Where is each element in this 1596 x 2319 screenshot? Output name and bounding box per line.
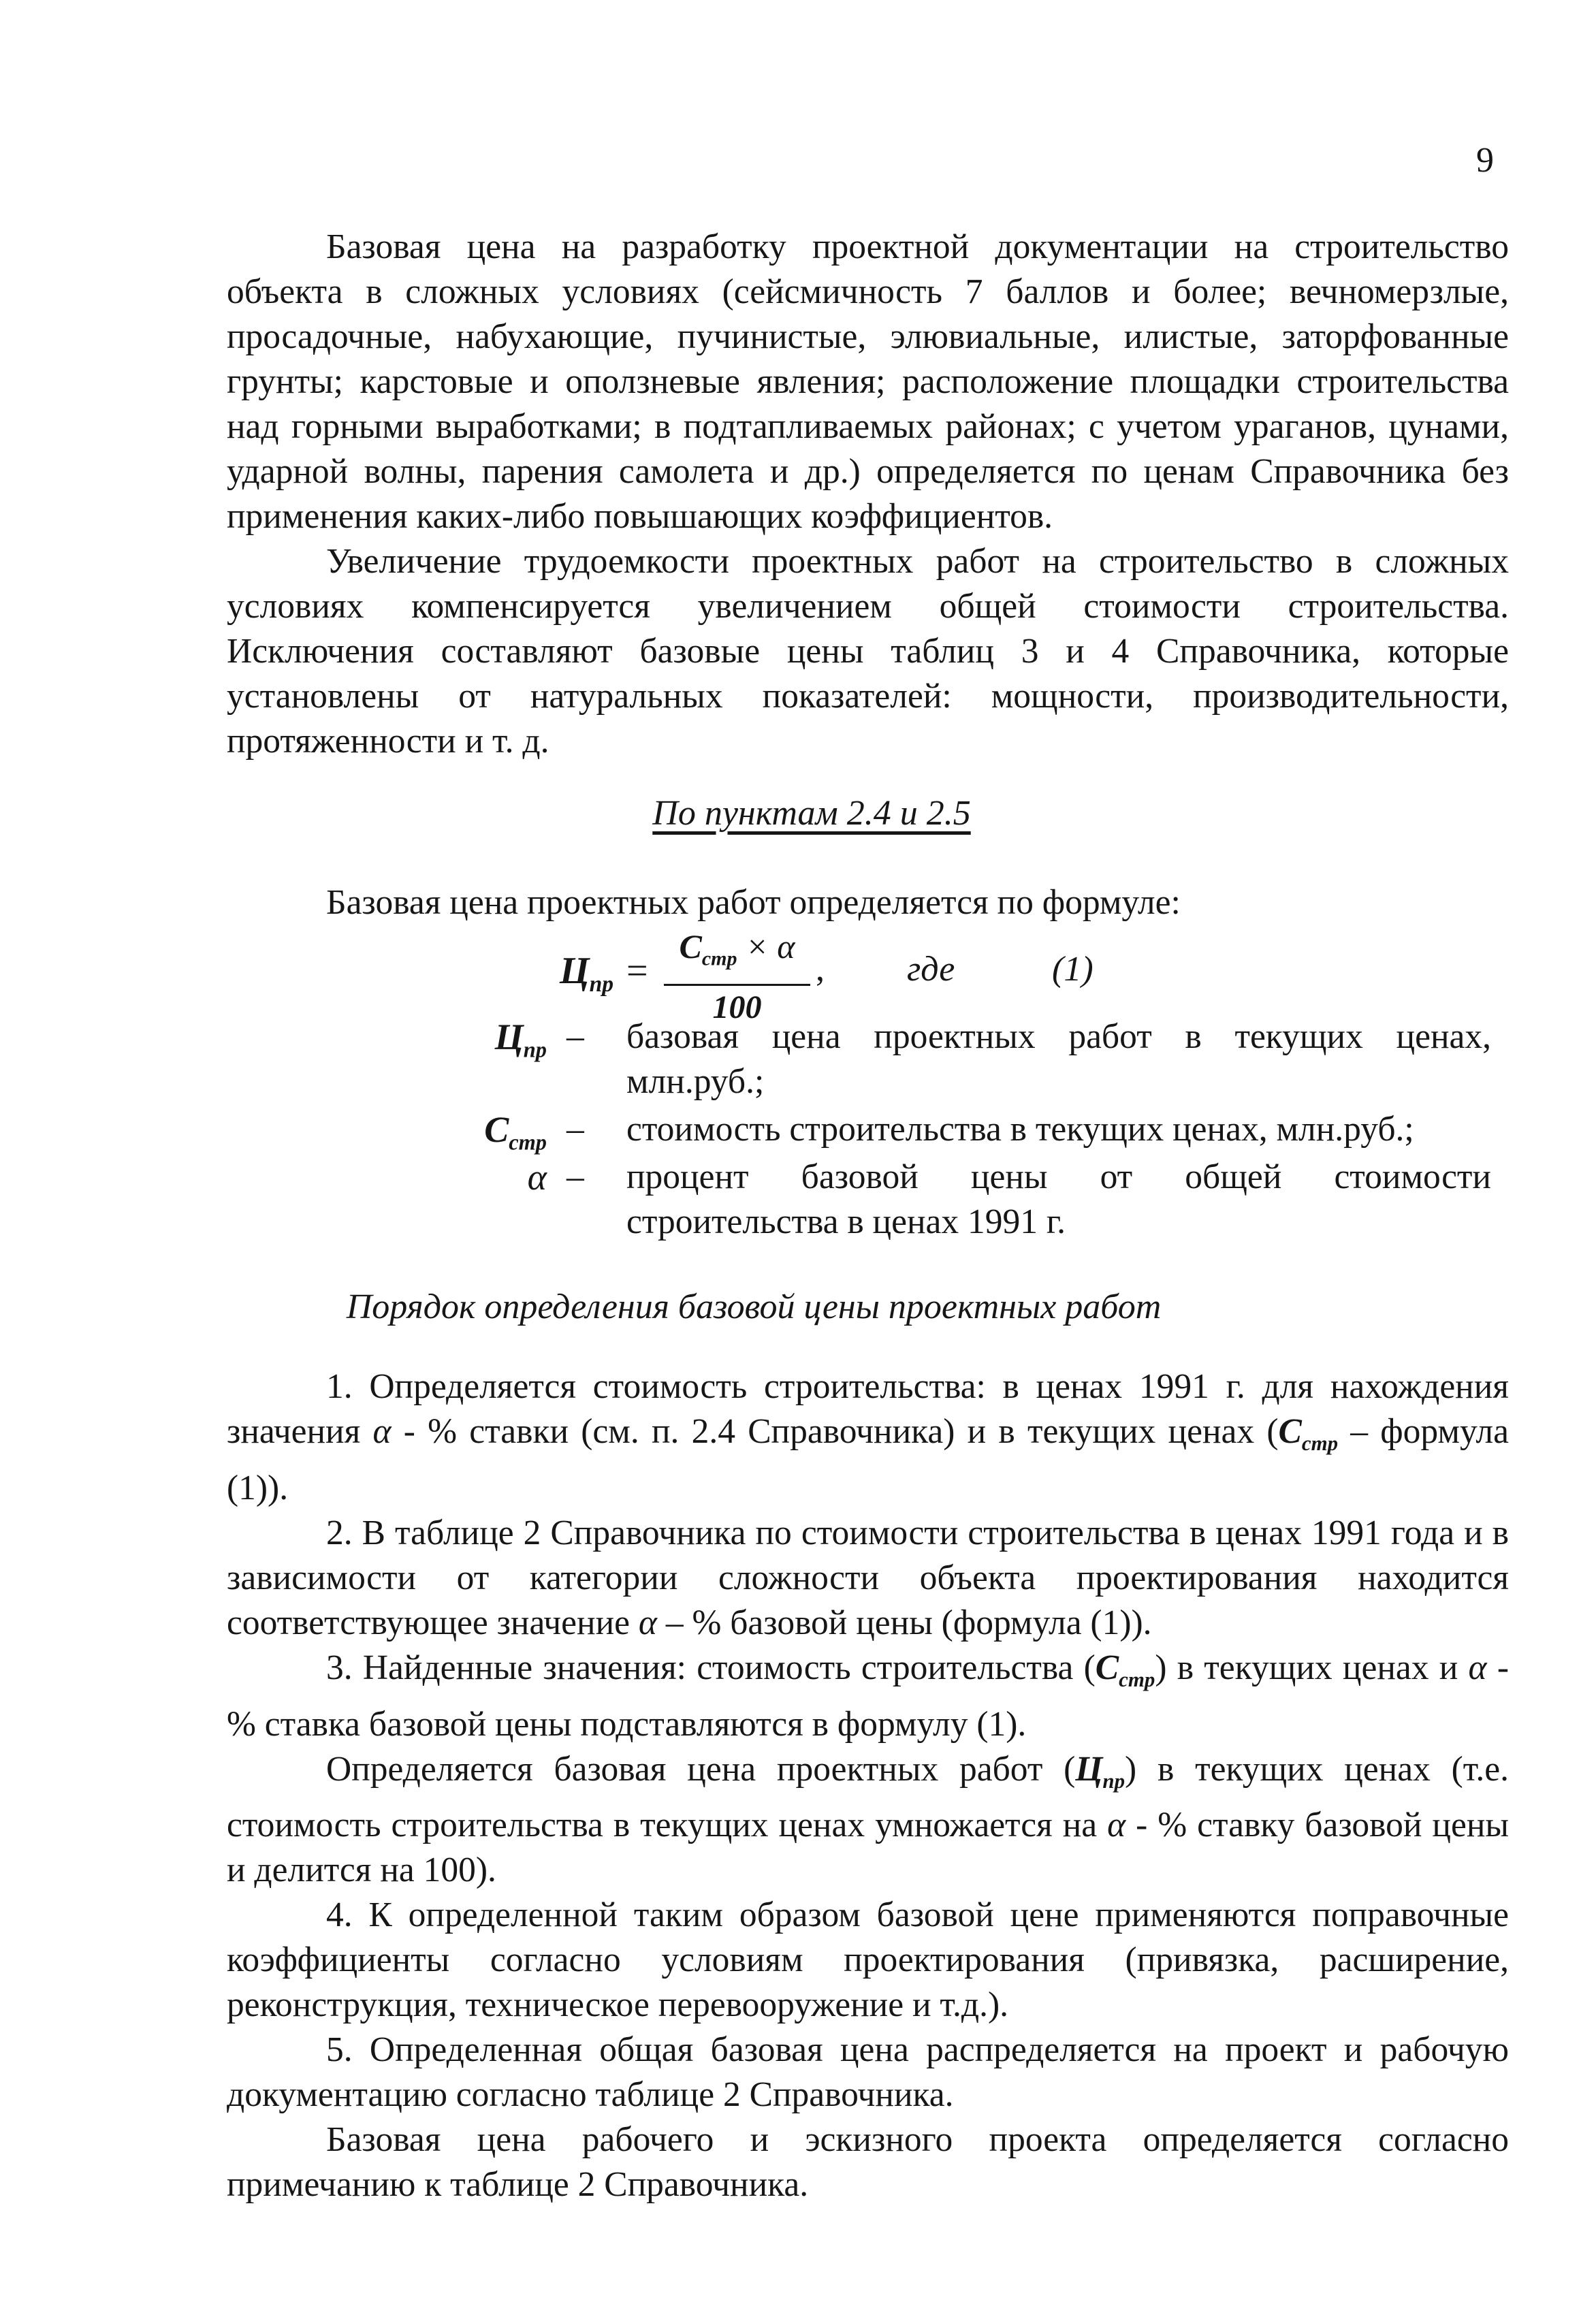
formula-where: где — [907, 950, 955, 989]
page-number: 9 — [1476, 141, 1494, 180]
intro-text — [227, 225, 1509, 764]
formula-definitions — [0, 1014, 1596, 1247]
formula-numerator: $С_{стр} \times \alpha$ — [679, 927, 795, 970]
step-1: 1. Определяется стоимость строительства: в ценах 1991 г. для нахождения значения α - % ставки (см. п. 2.4 Справочника) и в текущих ценах ($С_{стр}$ – формула (1)). — [227, 1367, 1509, 1507]
definition-row — [0, 1107, 1596, 1155]
definition-dash: – — [566, 1017, 584, 1056]
definition-text: стоимость строительства в текущих ценах, млн.руб.; — [626, 1110, 1414, 1149]
definition-symbol: $Ц_{пр}$ — [494, 1017, 547, 1063]
definition-text: процент базовой цены от общей стоимости строительства в ценах 1991 г. — [626, 1157, 1491, 1241]
formula-equals: = — [626, 950, 648, 992]
formula-comma: , — [816, 950, 825, 989]
definition-dash: – — [566, 1157, 584, 1196]
formula-number: (1) — [1052, 950, 1094, 989]
step-4: 4. К определенной таким образом базовой цене применяются поправочные коэффициенты согласно условиям проектирования (привязка, расширение, реконструкция, техническое перевооружение и т.д.). — [227, 1896, 1509, 2025]
formula-fraction — [664, 926, 810, 1027]
definition-symbol: α — [527, 1157, 547, 1198]
definition-dash: – — [566, 1110, 584, 1149]
step-5: 5. Определенная общая базовая цена распределяется на проект и рабочую документацию согласно таблице 2 Справочника. — [227, 2030, 1509, 2115]
section-heading-points: По пунктам 2.4 и 2.5 — [652, 794, 971, 833]
definition-row — [0, 1014, 1596, 1107]
definition-symbol: $С_{стр}$ — [484, 1109, 547, 1155]
step-3: 3. Найденные значения: стоимость строительства $(С_{стр})$ в текущих ценах и α - % ставка базовой цены подставляются в формулу (1). — [227, 1648, 1509, 1744]
fraction-bar — [664, 984, 810, 986]
formula-denominator: 100 — [712, 989, 762, 1025]
step-3-continued: Определяется базовая цена проектных работ $(Ц_{пр})$ в текущих ценах (т.е. стоимость строительства в текущих ценах умножается на α - % ставку базовой цены и делится на 100). — [227, 1749, 1509, 1890]
procedure-steps — [227, 1364, 1509, 2207]
step-2: 2. В таблице 2 Справочника по стоимости строительства в ценах 1991 года и в зависимости от категории сложности объекта проектирования находится соответствующее значение α – % базовой цены (формула (1)). — [227, 1513, 1509, 1642]
section-heading-order: Порядок определения базовой цены проектных работ — [346, 1288, 1162, 1326]
definition-row — [0, 1155, 1596, 1247]
final-paragraph: Базовая цена рабочего и эскизного проекта определяется согласно примечанию к таблице 2 Справочника. — [227, 2120, 1509, 2205]
paragraph-labor-intensity: Увеличение трудоемкости проектных работ на строительство в сложных условиях компенсируется увеличением общей стоимости строительства. Исключения составляют базовые цены таблиц 3 и 4 Справочника, которые установлены от натуральных показателей: мощности, производительности, протяженности и т. д. — [227, 542, 1509, 761]
definition-text: базовая цена проектных работ в текущих ценах, млн.руб.; — [626, 1017, 1491, 1101]
formula-intro-text: Базовая цена проектных работ определяется по формуле: — [326, 883, 1181, 922]
paragraph-complex-conditions: Базовая цена на разработку проектной документации на строительство объекта в сложных условиях (сейсмичность 7 баллов и более; вечномерзлые, просадочные, набухающие, пучинистые, элювиальные, илистые, заторфованные грунты; карстовые и оползневые явления; расположение площадки строительства над горными выработками; в подтапливаемых районах; с учетом ураганов, цунами, ударной волны, парения самолета и др.) определяется по ценам Справочника без применения каких-либо повышающих коэффициентов. — [227, 227, 1509, 536]
base-price-formula — [0, 926, 1596, 1028]
formula-lhs: $Ц_{пр}$ — [560, 950, 614, 997]
